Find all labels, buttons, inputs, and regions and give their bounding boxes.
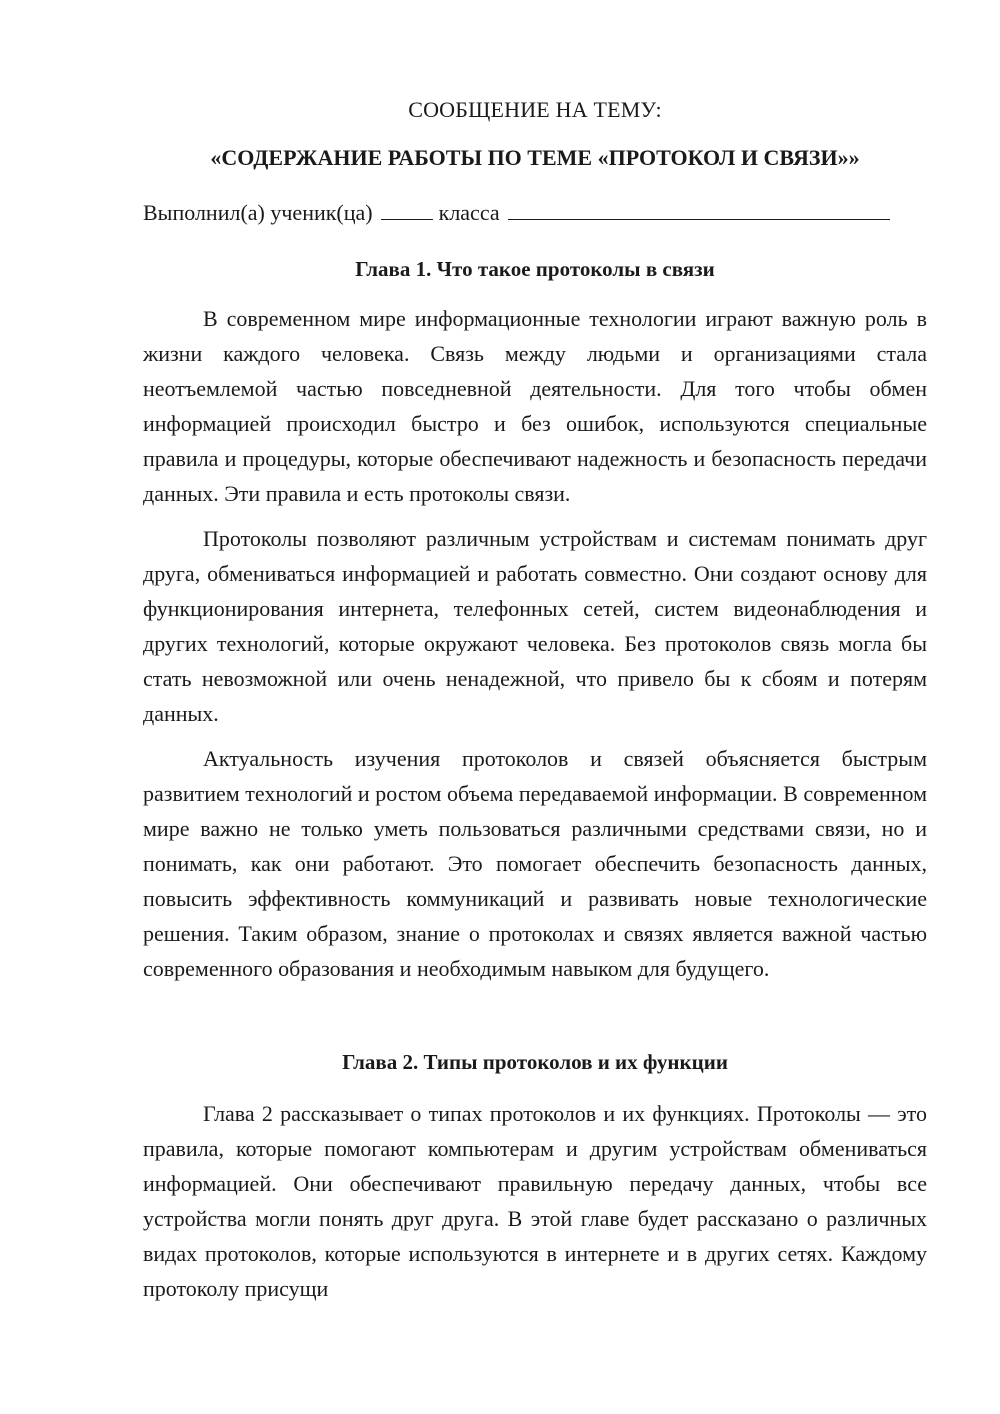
- chapter-2-heading: Глава 2. Типы протоколов и их функции: [342, 1050, 728, 1074]
- chapter-2-paragraph-1: Глава 2 рассказывает о типах протоколов и их функциях. Протоколы — это правила, которые помогают компьютерам и другим устройствам обмениваться информацией. Они обеспечивают правильную передачу данных, чтобы все устройства могли понять друг друга. В этой главе будет рассказано о различных видах протоколов, которые используются в интернете и в других сетях. Каждому протоколу присущи: [143, 1101, 927, 1301]
- class-number-blank: [381, 197, 433, 220]
- author-line: [143, 197, 933, 228]
- chapter-1-paragraph-3: Актуальность изучения протоколов и связей объясняется быстрым развитием технологий и ростом объема передаваемой информации. В современном мире важно не только уметь пользоваться различными средствами связи, но и понимать, как они работают. Это помогает обеспечить безопасность данных, повысить эффективность коммуникаций и развивать новые технологические решения. Таким образом, знание о протоколах и связях является важной частью современного образования и необходимым навыком для будущего.: [143, 746, 927, 981]
- chapter-1-paragraph-2: Протоколы позволяют различным устройствам и системам понимать друг друга, обмениваться информацией и работать совместно. Они создают основу для функционирования интернета, телефонных сетей, систем видеонаблюдения и других технологий, которые окружают человека. Без протоколов связь могла бы стать невозможной или очень ненадежной, что привело бы к сбоям и потерям данных.: [143, 526, 927, 726]
- chapter-1-heading: Глава 1. Что такое протоколы в связи: [355, 257, 715, 281]
- class-label: класса: [438, 200, 500, 225]
- author-prefix-label: Выполнил(а) ученик(ца): [143, 200, 373, 225]
- chapter-1-paragraph-1: В современном мире информационные технологии играют важную роль в жизни каждого человека. Связь между людьми и организациями стала неотъемлемой частью повседневной деятельности. Для того чтобы обмен информацией происходил быстро и без ошибок, используются специальные правила и процедуры, которые обеспечивают надежность и безопасность передачи данных. Эти правила и есть протоколы связи.: [143, 306, 927, 506]
- document-title-line-2: «СОДЕРЖАНИЕ РАБОТЫ ПО ТЕМЕ «ПРОТОКОЛ И СВЯЗИ»»: [210, 145, 860, 170]
- student-name-blank: [508, 197, 890, 220]
- document-title-line-1: СООБЩЕНИЕ НА ТЕМУ:: [408, 97, 662, 122]
